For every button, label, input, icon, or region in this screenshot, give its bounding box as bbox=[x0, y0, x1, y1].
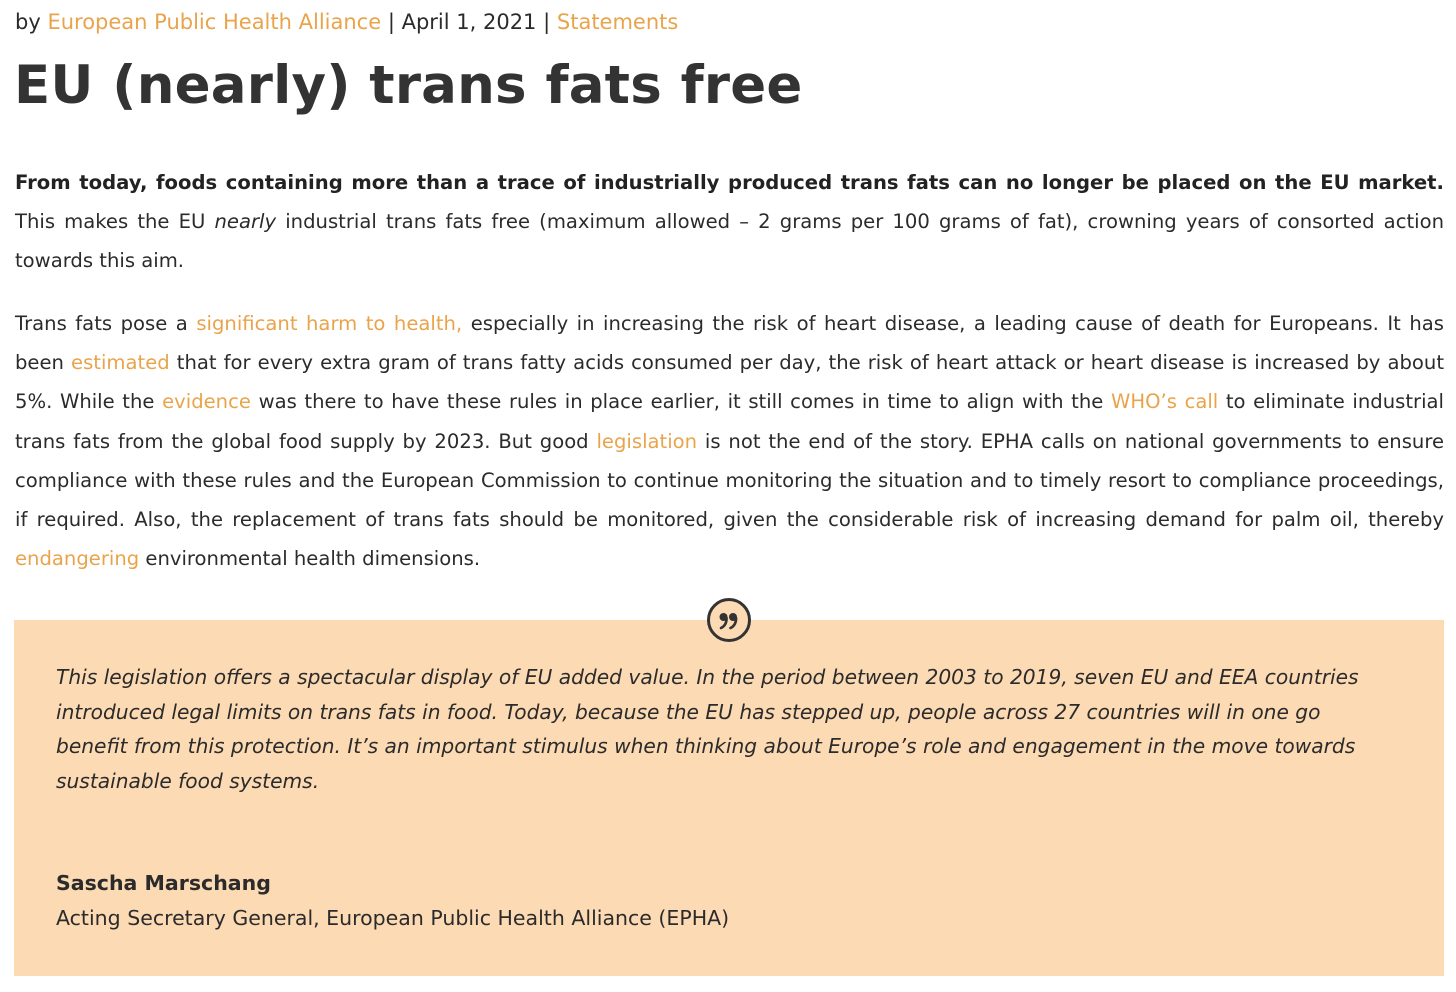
body-text: to eliminate industrial trans fats from the global food supply by 2023. But good bbox=[15, 390, 1444, 453]
post-meta bbox=[15, 6, 1415, 38]
evidence-link[interactable]: evidence bbox=[162, 390, 251, 414]
quote-text: This legislation offers a spectacular display of EU added value. In the period between 2003 to 2019, seven EU and EEA countries introduced legal limits on trans fats in food. Today, because the EU has stepped up, people across 27 countries will in one go benefit from this protection. It’s an important stimulus when thinking about Europe’s role and engagement in the move towards sustainable food systems. bbox=[56, 665, 1359, 793]
meta-separator: | bbox=[543, 10, 551, 34]
intro-bold-text: From today, foods containing more than a trace of industrially produced trans fats can no longer be placed on the EU market. bbox=[15, 171, 1444, 194]
endangering-link[interactable]: endangering bbox=[15, 547, 140, 571]
significant-harm-link[interactable]: significant harm to health, bbox=[196, 312, 463, 335]
intro-text: industrial trans fats free (maximum allowed – 2 grams per 100 grams of fat), crowning years of consorted action towards this aim. bbox=[15, 210, 1444, 273]
intro-italic-text: nearly bbox=[214, 210, 277, 234]
quote-icon bbox=[707, 598, 751, 642]
body-text: environmental health dimensions. bbox=[139, 547, 481, 571]
quote-author-role: Acting Secretary General, European Public Health Alliance (EPHA) bbox=[56, 906, 730, 930]
intro-text: This makes the EU bbox=[15, 210, 215, 234]
page-title: EU (nearly) trans fats free bbox=[14, 55, 803, 116]
body-text: was there to have these rules in place earlier, it still comes in time to align with the bbox=[250, 390, 1111, 414]
body-text: that for every extra gram of trans fatty acids consumed per day, the risk of heart attack or heart disease is increased by about 5%. While the bbox=[15, 351, 1445, 414]
body-text: is not the end of the story. EPHA calls on national governments to ensure compliance with these rules and the European Commission to continue monitoring the situation and to timely resort to compliance proceedings, if required. Also, the replacement of trans fats should be monitored, given the considerable risk of increasing demand for palm oil, thereby bbox=[15, 429, 1445, 532]
body-text: especially in increasing the risk of heart disease, a leading cause of death for Europeans. It has been bbox=[15, 312, 1444, 375]
whos-call-link[interactable]: WHO’s call bbox=[1110, 390, 1219, 414]
category-link[interactable]: Statements bbox=[556, 10, 679, 34]
meta-separator: | bbox=[387, 10, 395, 34]
quote-author: Sascha Marschang bbox=[56, 871, 271, 895]
author-link[interactable]: European Public Health Alliance bbox=[47, 10, 382, 34]
legislation-link[interactable]: legislation bbox=[596, 429, 698, 453]
quote-glyph bbox=[718, 610, 740, 632]
intro-paragraph bbox=[15, 163, 1444, 281]
meta-by-label: by bbox=[15, 10, 41, 34]
body-paragraph bbox=[15, 304, 1444, 578]
post-date: April 1, 2021 bbox=[401, 10, 537, 34]
body-text: Trans fats pose a bbox=[15, 312, 197, 335]
estimated-link[interactable]: estimated bbox=[71, 351, 170, 375]
